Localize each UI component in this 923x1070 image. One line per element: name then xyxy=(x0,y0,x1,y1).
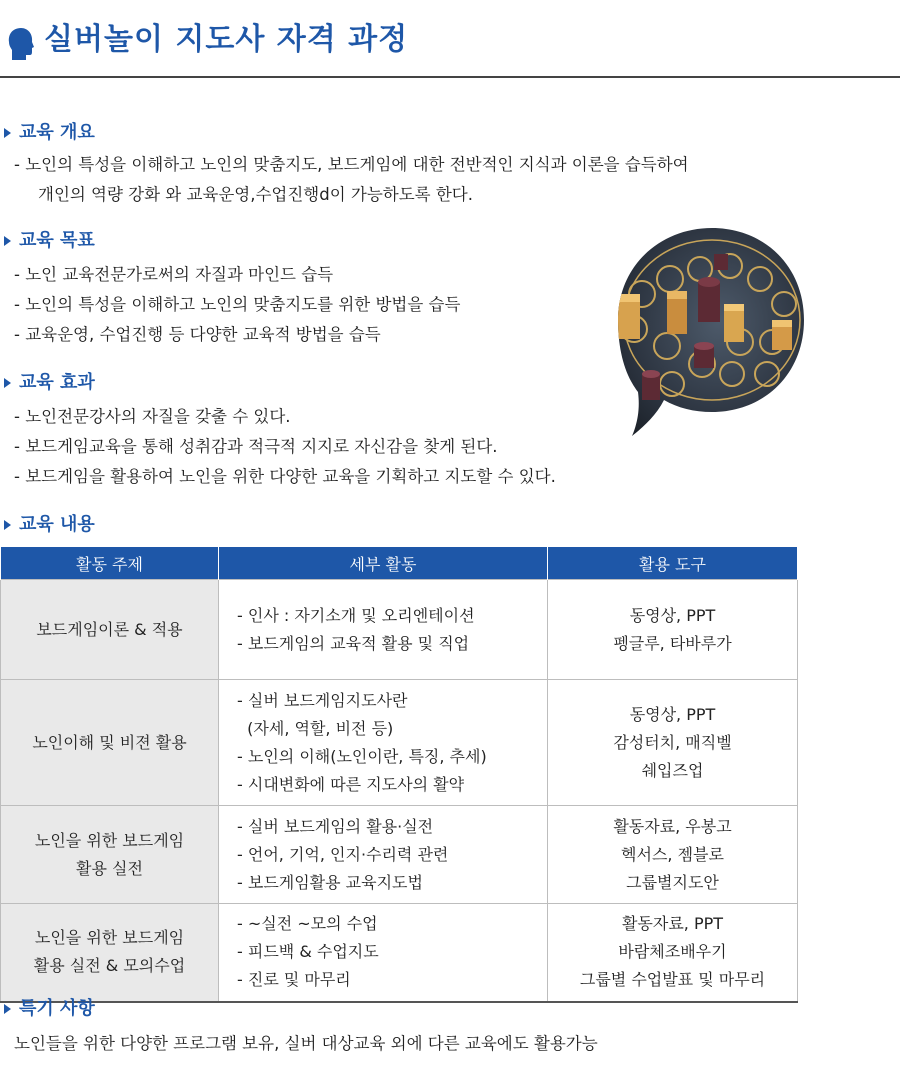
details-cell: - 실버 보드게임의 활용·실전 - 언어, 기억, 인지·수리력 관련 - 보드게임활용 교육지도법 xyxy=(219,806,548,904)
section-heading-notes: 특기 사항 xyxy=(0,994,95,1020)
table-row xyxy=(1,904,798,1002)
table-row xyxy=(1,680,798,806)
details-cell: - 실버 보드게임지도사란 (자세, 역할, 비전 등) - 노인의 이해(노인이란, 특징, 추세) - 시대변화에 따른 지도사의 활약 xyxy=(219,680,548,806)
triangle-bullet-icon xyxy=(4,520,11,530)
tools-cell: 동영상, PPT 감성터치, 매직벨 쉐입즈업 xyxy=(548,680,798,806)
topic-cell: 보드게임이론 & 적용 xyxy=(1,580,219,680)
goals-line-2: - 노인의 특성을 이해하고 노인의 맞춤지도를 위한 방법을 습득 xyxy=(14,295,461,314)
head-silhouette-icon xyxy=(6,26,36,62)
board-game-speech-bubble-image xyxy=(612,224,807,442)
notes-text: 노인들을 위한 다양한 프로그램 보유, 실버 대상교육 외에 다른 교육에도 활용가능 xyxy=(14,1034,598,1053)
table-row xyxy=(1,806,798,904)
triangle-bullet-icon xyxy=(4,236,11,246)
tools-cell: 동영상, PPT 펭글루, 타바루가 xyxy=(548,580,798,680)
effects-line-3: - 보드게임을 활용하여 노인을 위한 다양한 교육을 기획하고 지도할 수 있다. xyxy=(14,467,556,486)
column-header-details: 세부 활동 xyxy=(219,547,548,580)
details-cell: - 인사 : 자기소개 및 오리엔테이션 - 보드게임의 교육적 활용 및 직업 xyxy=(219,580,548,680)
page-header xyxy=(0,0,900,78)
triangle-bullet-icon xyxy=(4,1004,11,1014)
section-heading-effects: 교육 효과 xyxy=(0,368,95,394)
effects-line-2: - 보드게임교육을 통해 성취감과 적극적 지지로 자신감을 찾게 된다. xyxy=(14,437,498,456)
tools-cell: 활동자료, PPT 바람체조배우기 그룹별 수업발표 및 마무리 xyxy=(548,904,798,1002)
column-header-tools: 활용 도구 xyxy=(548,547,798,580)
table-header-row xyxy=(1,547,798,580)
topic-cell: 노인을 위한 보드게임 활용 실전 & 모의수업 xyxy=(1,904,219,1002)
section-heading-overview: 교육 개요 xyxy=(0,118,95,144)
goals-line-1: - 노인 교육전문가로써의 자질과 마인드 습득 xyxy=(14,265,334,284)
section-heading-goals: 교육 목표 xyxy=(0,226,95,252)
topic-cell: 노인을 위한 보드게임 활용 실전 xyxy=(1,806,219,904)
effects-line-1: - 노인전문강사의 자질을 갖출 수 있다. xyxy=(14,407,291,426)
goals-line-3: - 교육운영, 수업진행 등 다양한 교육적 방법을 습득 xyxy=(14,325,381,344)
details-cell: - ~실전 ~모의 수업 - 피드백 & 수업지도 - 진로 및 마무리 xyxy=(219,904,548,1002)
overview-line-2: 개인의 역량 강화 와 교육운영,수업진행d이 가능하도록 한다. xyxy=(38,185,473,204)
table-row xyxy=(1,580,798,680)
column-header-topic: 활동 주제 xyxy=(1,547,219,580)
section-heading-content: 교육 내용 xyxy=(0,510,95,536)
page-title: 실버놀이 지도사 자격 과정 xyxy=(44,22,409,57)
overview-line-1: - 노인의 특성을 이해하고 노인의 맞춤지도, 보드게임에 대한 전반적인 지식과 이론을 습득하여 xyxy=(14,155,689,174)
topic-cell: 노인이해 및 비젼 활용 xyxy=(1,680,219,806)
curriculum-table xyxy=(0,547,798,1003)
triangle-bullet-icon xyxy=(4,378,11,388)
tools-cell: 활동자료, 우봉고 헥서스, 젬블로 그룹별지도안 xyxy=(548,806,798,904)
triangle-bullet-icon xyxy=(4,128,11,138)
